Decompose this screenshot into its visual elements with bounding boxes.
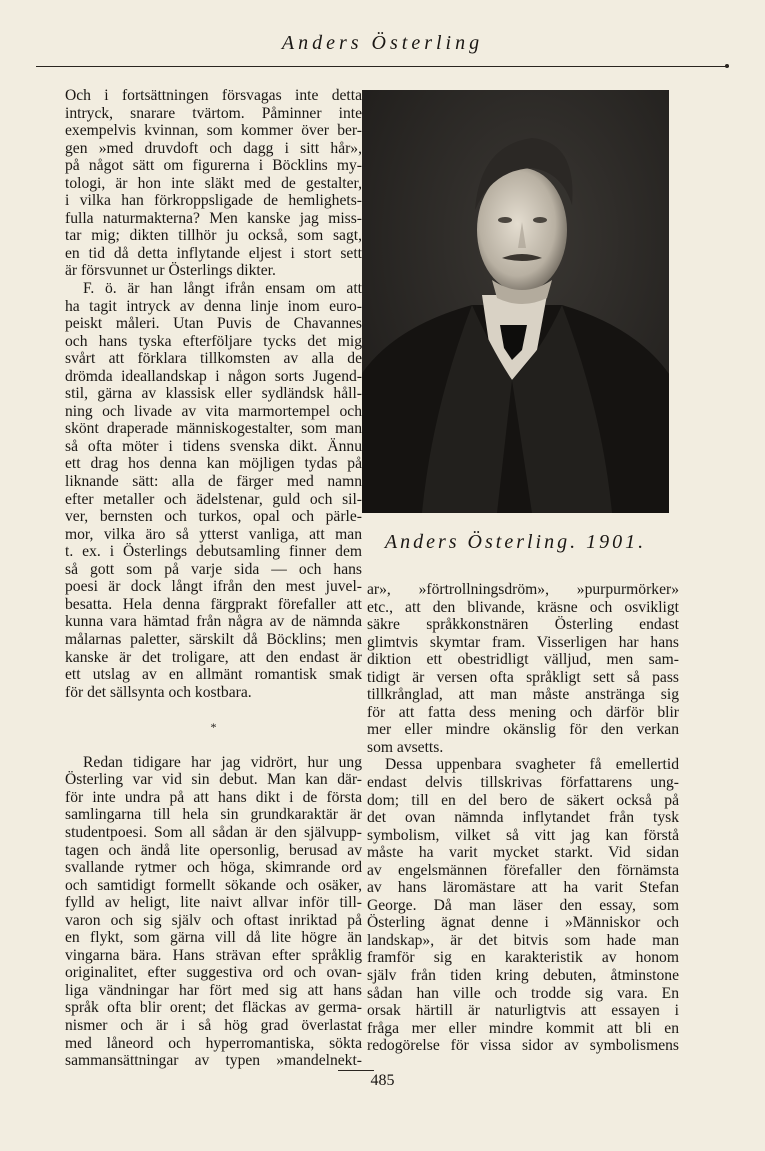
text-line: tagen och ändå lite opersonlig, berusad av bbox=[65, 841, 362, 859]
text-line: kanske är det troligare, att den endast är bbox=[65, 648, 362, 666]
text-line: sådan han ville och trodde sig vara. En bbox=[367, 984, 679, 1002]
text-line: svårt att förklara tillkomsten av alla de bbox=[65, 350, 362, 368]
text-line: fråga mer eller mindre kommit att bli en bbox=[367, 1019, 679, 1037]
text-line: kunna vara hämtad från några av de nämnda bbox=[65, 613, 362, 631]
text-line: och hans tyska efterföljare tycks det mig bbox=[65, 332, 362, 350]
text-line: vingarna bära. Hans strävan efter språklig bbox=[65, 946, 362, 964]
text-line: studentpoesi. Som all sådan är den självupp- bbox=[65, 823, 362, 841]
line-spacer bbox=[65, 736, 362, 754]
text-line: Och i fortsättningen försvagas inte detta bbox=[65, 87, 362, 104]
portrait-image bbox=[362, 90, 669, 513]
text-line: och samtidigt formellt sökande och osäker, bbox=[65, 876, 362, 894]
text-line: är försvunnet ur Österlings dikter. bbox=[65, 262, 276, 280]
text-line: språk ofta blir orent; det fläckas av germa- bbox=[65, 999, 362, 1017]
text-line: det ovan nämnda inflytandet från tysk bbox=[367, 809, 679, 827]
text-line: George. Då man läser den essay, som bbox=[367, 896, 679, 914]
text-line: målarnas paletter, särskilt då Böcklins; men bbox=[65, 630, 362, 648]
header-rule bbox=[36, 66, 729, 67]
folio-rule bbox=[338, 1070, 374, 1071]
portrait-caption: Anders Österling. 1901. bbox=[384, 531, 647, 553]
text-line: svallande rytmer och höga, skimrande ord bbox=[65, 859, 362, 877]
text-line: skönt draperade människogestalter, som man bbox=[65, 420, 362, 438]
text-line: tillkrånglad, att man måste anstränga sig bbox=[367, 686, 679, 704]
text-line: orsak härtill är naturligtvis att essayen i bbox=[367, 1002, 679, 1020]
text-line: ning och livade av vita marmortempel och bbox=[65, 402, 362, 420]
header-dot bbox=[725, 64, 729, 68]
text-line: exempelvis kvinnan, som kommer över ber- bbox=[65, 122, 362, 140]
text-line: mer eller mindre okänslig för den verkan bbox=[367, 721, 679, 739]
text-line: i vilka han förkroppsligade de hemlighets- bbox=[65, 192, 362, 210]
text-line: ett utslag av en allmänt romantisk smak bbox=[65, 666, 362, 684]
page-number: 485 bbox=[370, 1072, 395, 1089]
text-line: Österling var vid sin debut. Man kan där- bbox=[65, 771, 362, 789]
section-break-asterisk: * bbox=[210, 719, 217, 734]
line-spacer bbox=[65, 701, 362, 719]
text-line: fylld av heligt, lite naivt allvar inför till- bbox=[65, 894, 362, 912]
text-line: på något sätt om figurerna i Böcklins my- bbox=[65, 157, 362, 175]
portrait-photograph bbox=[362, 90, 669, 513]
text-line: nismer och är i så hög grad överlastat bbox=[65, 1016, 362, 1034]
text-line: säkre språkkonstnären Österling endast bbox=[367, 616, 679, 634]
text-line: samlingarna till hela sin grundkaraktär är bbox=[65, 806, 362, 824]
text-line: efter metaller och ädelstenar, guld och sil- bbox=[65, 490, 362, 508]
text-line: en tid då detta inflytande eljest i stort sett bbox=[65, 244, 362, 262]
text-line: tar mig; dikten tillhör ju också, som sagt, bbox=[65, 227, 362, 245]
text-line: landskap», är det bitvis som hade man bbox=[367, 931, 679, 949]
text-line: en flykt, som gärna vill då lite högre än bbox=[65, 929, 362, 947]
right-text-column bbox=[367, 581, 679, 1055]
text-line: som avsetts. bbox=[367, 738, 444, 756]
text-line: Österling ägnat denne i »Människor och bbox=[367, 914, 679, 932]
text-line: dom; till en del bero de säkert också på bbox=[367, 791, 679, 809]
text-line: liknande sätt: alla de färger med namn bbox=[65, 473, 362, 491]
text-line: drömda ideallandskap i någon sorts Jugend- bbox=[65, 367, 362, 385]
text-line: av engelsmännen förefaller den förnämsta bbox=[367, 861, 679, 879]
text-line: ver, bernsten och turkos, opal och pärle- bbox=[65, 508, 362, 526]
text-line: ar», »förtrollningsdröm», »purpurmörker» bbox=[367, 581, 679, 598]
text-line: redogörelse för vissa sidor av symbolismens bbox=[367, 1037, 679, 1055]
text-line: fulla naturmakterna? Men kanske jag miss- bbox=[65, 209, 362, 227]
text-line: för det sällsynta och kostbara. bbox=[65, 683, 252, 701]
text-line: t. ex. i Österlings debutsamling finner dem bbox=[65, 543, 362, 561]
text-line: varon och sig själv och oftast inriktad på bbox=[65, 911, 362, 929]
text-line: med låneord och hyperromantiska, sökta bbox=[65, 1034, 362, 1052]
text-line: symbolism, vilket så vitt jag kan förstå bbox=[367, 826, 679, 844]
text-line: själv från tiden kring debuten, åtminstone bbox=[367, 967, 679, 985]
text-line: sammansättningar av typen »mandelnekt- bbox=[65, 1052, 362, 1070]
text-line: ett drag hos denna kan möjligen tydas på bbox=[65, 455, 362, 473]
text-line: besatta. Hela denna färgprakt förefaller att bbox=[65, 595, 362, 613]
left-text-column bbox=[65, 87, 362, 1070]
text-line: etc., att den blivande, kräsne och osvikligt bbox=[367, 598, 679, 616]
text-line: F. ö. är han långt ifrån ensam om att bbox=[83, 280, 362, 298]
text-line: intryck, snarare tvärtom. Påminner inte bbox=[65, 104, 362, 122]
text-line: mor, vilka äro så ytterst vanliga, att man bbox=[65, 525, 362, 543]
text-line: måste ha varit mycket starkt. Vid sidan bbox=[367, 844, 679, 862]
text-line: liga vändningar har fört med sig att hans bbox=[65, 981, 362, 999]
text-line: så ofta möter i tidens svenska dikt. Ännu bbox=[65, 437, 362, 455]
text-line: tidigt är versen ofta språkligt sett så pass bbox=[367, 668, 679, 686]
text-line: för inte undra på att hans dikt i de första bbox=[65, 788, 362, 806]
text-line: Dessa uppenbara svagheter få emellertid bbox=[385, 756, 679, 774]
text-line: för att fatta dess mening och därför blir bbox=[367, 703, 679, 721]
text-line: stil, gärna av klassisk eller sydländsk håll- bbox=[65, 385, 362, 403]
text-line: Redan tidigare har jag vidrört, hur ung bbox=[83, 753, 362, 771]
text-line: endast delvis tillskrivas författarens ung- bbox=[367, 774, 679, 792]
text-line: framför sig en karakteristik av honom bbox=[367, 949, 679, 967]
text-line: glimtvis skymtar fram. Visserligen har hans bbox=[367, 633, 679, 651]
text-line: poesi är dock långt ifrån den mest juvel- bbox=[65, 578, 362, 596]
text-line: gen »med druvdoft och dagg i sitt hår», bbox=[65, 139, 362, 157]
running-head: Anders Österling bbox=[281, 32, 484, 54]
text-line: diktion ett obestridligt välljud, men sam- bbox=[367, 651, 679, 669]
text-line: av hans läromästare att ha varit Stefan bbox=[367, 879, 679, 897]
text-line: tologi, är hon inte släkt med de gestalter, bbox=[65, 174, 362, 192]
text-line: originalitet, efter suggestiva ord och ovan- bbox=[65, 964, 362, 982]
text-line: så gott som på varje sida — och hans bbox=[65, 560, 362, 578]
text-line: peiskt måleri. Utan Puvis de Chavannes bbox=[65, 315, 362, 333]
text-line: ha tagit intryck av denna linje inom euro- bbox=[65, 297, 362, 315]
